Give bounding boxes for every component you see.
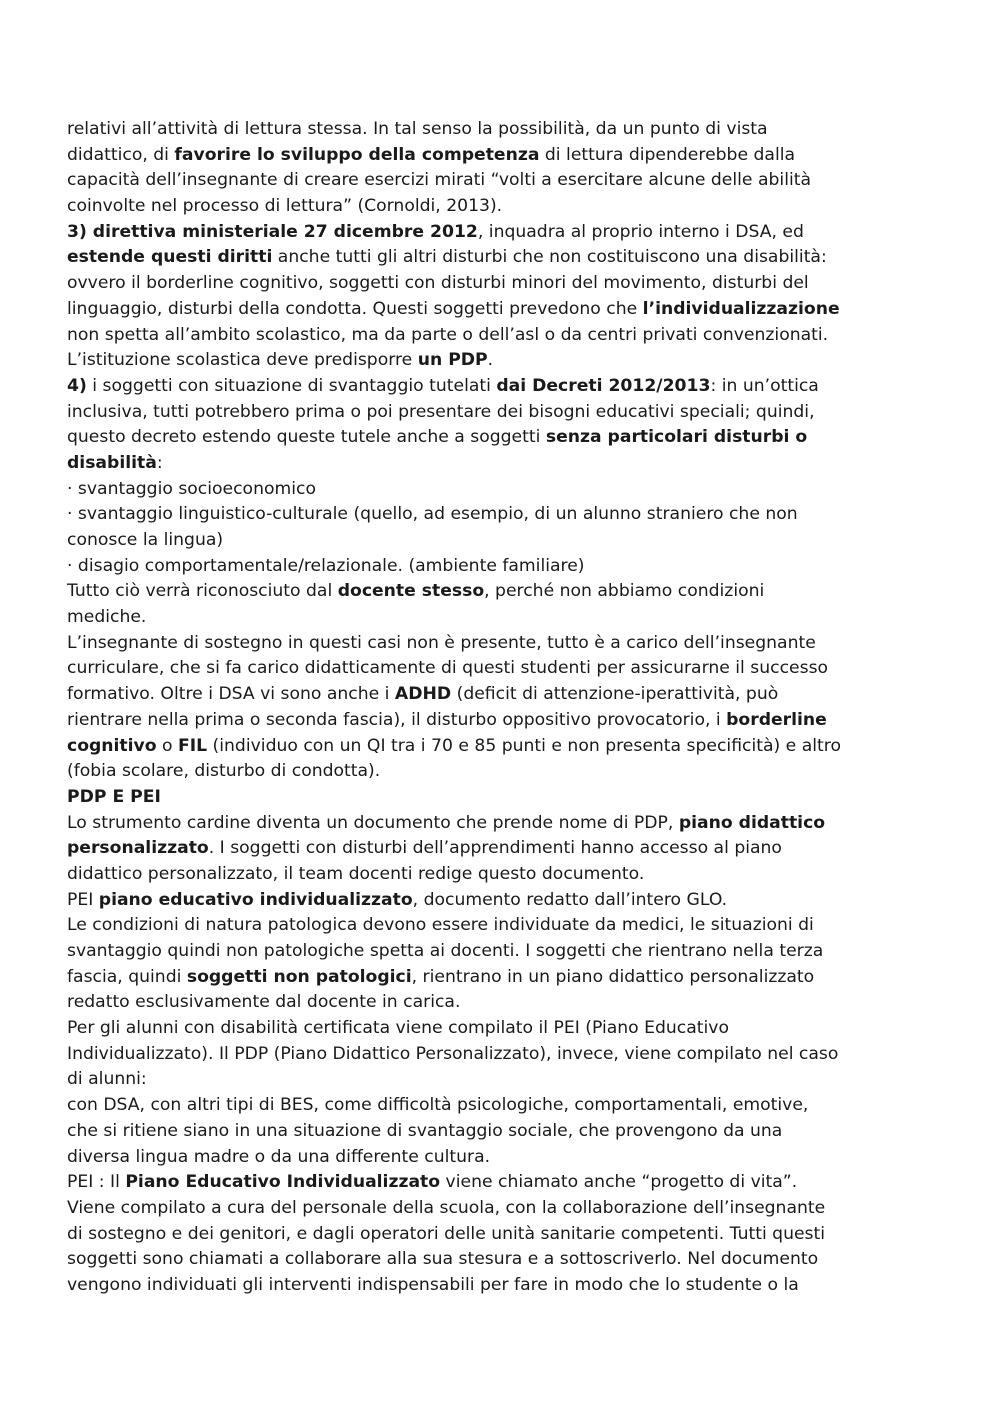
text-segment: o <box>156 735 178 756</box>
text-line <box>67 528 947 554</box>
text-line <box>67 1067 947 1093</box>
bold-text: ADHD <box>394 684 452 705</box>
text-segment: questo decreto estendo queste tutele anche a soggetti <box>67 427 546 448</box>
text-segment: anche tutti gli altri disturbi che non costituiscono una disabilità: <box>272 247 827 268</box>
text-line <box>67 451 947 477</box>
text-line <box>67 245 947 271</box>
text-segment: con DSA, con altri tipi di BES, come difficoltà psicologiche, comportamentali, emotive, <box>67 1095 809 1116</box>
bold-text: favorire lo sviluppo della competenza <box>174 144 540 165</box>
text-line <box>67 1119 947 1145</box>
text-segment: di sostegno e dei genitori, e dagli operatori delle unità sanitarie competenti. Tutti questi <box>67 1223 826 1244</box>
text-segment: di alunni: <box>67 1069 147 1090</box>
text-line <box>67 888 947 914</box>
bold-text: l’individualizzazione <box>642 298 840 319</box>
bold-text: piano educativo individualizzato <box>98 889 413 910</box>
text-segment: redatto esclusivamente dal docente in carica. <box>67 992 461 1013</box>
text-segment: vengono individuati gli interventi indispensabili per fare in modo che lo studente o la <box>67 1274 799 1295</box>
text-segment: · svantaggio socioeconomico <box>67 478 316 499</box>
text-line <box>67 271 947 297</box>
text-segment: , documento redatto dall’intero GLO. <box>412 889 728 910</box>
bold-text: soggetti non patologici <box>186 966 412 987</box>
text-line <box>67 631 947 657</box>
text-line <box>67 348 947 374</box>
text-line <box>67 965 947 991</box>
text-segment: L’insegnante di sostegno in questi casi non è presente, tutto è a carico dell’insegnante <box>67 632 816 653</box>
text-line <box>67 759 947 785</box>
text-segment: soggetti sono chiamati a collaborare alla sua stesura e a sottoscriverlo. Nel documento <box>67 1249 819 1270</box>
bold-text: PDP E PEI <box>67 786 161 807</box>
text-segment: mediche. <box>67 607 147 628</box>
text-line <box>67 554 947 580</box>
text-segment: didattico, di <box>67 144 175 165</box>
text-line <box>67 708 947 734</box>
text-segment: · disagio comportamentale/relazionale. (ambiente familiare) <box>67 555 585 576</box>
text-segment: : <box>156 452 163 473</box>
text-segment: L’istituzione scolastica deve predisporre <box>67 350 418 371</box>
text-segment: , rientrano in un piano didattico personalizzato <box>411 966 815 987</box>
text-line <box>67 579 947 605</box>
text-line <box>67 1170 947 1196</box>
text-line <box>67 143 947 169</box>
text-segment: , inquadra al proprio interno i DSA, ed <box>477 221 804 242</box>
text-segment: Lo strumento cardine diventa un documento che prende nome di PDP, <box>67 812 679 833</box>
text-line <box>67 939 947 965</box>
bold-text: 4) <box>67 375 87 396</box>
text-segment: Le condizioni di natura patologica devono essere individuate da medici, le situazioni di <box>67 915 814 936</box>
text-line <box>67 682 947 708</box>
text-segment: didattico personalizzato, il team docenti redige questo documento. <box>67 863 645 884</box>
text-segment: capacità dell’insegnante di creare esercizi mirati “volti a esercitare alcune delle abilità <box>67 170 812 191</box>
text-segment: conosce la lingua) <box>67 530 224 550</box>
text-line <box>67 168 947 194</box>
text-line <box>67 605 947 631</box>
text-line <box>67 734 947 760</box>
text-line <box>67 1196 947 1222</box>
text-segment: viene chiamato anche “progetto di vita”. <box>440 1172 798 1193</box>
text-segment: i soggetti con situazione di svantaggio tutelati <box>86 375 497 396</box>
document-page <box>67 117 947 1299</box>
text-line <box>67 1273 947 1299</box>
text-line <box>67 990 947 1016</box>
text-segment: ovvero il borderline cognitivo, soggetti con disturbi minori del movimento, disturbi del <box>67 273 809 294</box>
text-segment: rientrare nella prima o seconda fascia), il disturbo oppositivo provocatorio, i <box>67 709 727 730</box>
text-line <box>67 323 947 349</box>
bold-text: disabilità <box>67 452 157 473</box>
text-line <box>67 1093 947 1119</box>
text-line <box>67 502 947 528</box>
text-line <box>67 862 947 888</box>
bold-text: borderline <box>726 709 827 730</box>
text-segment: coinvolte nel processo di lettura” (Cornoldi, 2013). <box>67 196 503 217</box>
text-segment: , perché non abbiamo condizioni <box>484 581 765 602</box>
text-segment: linguaggio, disturbi della condotta. Questi soggetti prevedono che <box>67 298 643 319</box>
text-line <box>67 425 947 451</box>
text-segment: (deficit di attenzione-iperattività, può <box>451 684 779 705</box>
text-segment: Viene compilato a cura del personale della scuola, con la collaborazione dell’insegnante <box>67 1197 826 1218</box>
text-line <box>67 656 947 682</box>
bold-text: dai Decreti 2012/2013 <box>496 375 711 396</box>
text-segment: svantaggio quindi non patologiche spetta ai docenti. I soggetti che rientrano nella terza <box>67 941 824 961</box>
text-segment: PEI : Il <box>67 1172 126 1193</box>
bold-text: 3) direttiva ministeriale 27 dicembre 2012 <box>67 221 478 242</box>
text-segment: PEI <box>67 889 99 910</box>
text-line <box>67 1247 947 1273</box>
text-segment: curriculare, che si fa carico didatticamente di questi studenti per assicurarne il successo <box>67 658 829 679</box>
text-segment: Per gli alunni con disabilità certificata viene compilato il PEI (Piano Educativo <box>67 1018 729 1039</box>
text-line <box>67 1016 947 1042</box>
text-line <box>67 836 947 862</box>
text-segment: (fobia scolare, disturbo di condotta). <box>67 761 381 782</box>
text-line <box>67 220 947 246</box>
text-segment: inclusiva, tutti potrebbero prima o poi presentare dei bisogni educativi speciali; quindi, <box>67 401 815 422</box>
bold-text: Piano Educativo Individualizzato <box>125 1172 441 1193</box>
text-segment: : in un’ottica <box>710 375 819 396</box>
text-line <box>67 194 947 220</box>
bold-text: cognitivo <box>67 735 157 756</box>
text-segment: formativo. Oltre i DSA vi sono anche i <box>67 684 395 705</box>
text-segment: non spetta all’ambito scolastico, ma da parte o dell’asl o da centri privati convenzionati. <box>67 324 829 345</box>
text-line <box>67 913 947 939</box>
text-segment: fascia, quindi <box>67 966 187 987</box>
text-segment: diversa lingua madre o da una differente cultura. <box>67 1146 491 1167</box>
text-segment: . I soggetti con disturbi dell’apprendimenti hanno accesso al piano <box>208 838 782 859</box>
text-line <box>67 400 947 426</box>
bold-text: senza particolari disturbi o <box>545 427 808 448</box>
bold-text: docente stesso <box>337 581 485 602</box>
bold-text: personalizzato <box>67 838 209 859</box>
bold-text: un PDP <box>417 350 488 371</box>
text-segment: · svantaggio linguistico-culturale (quello, ad esempio, di un alunno straniero che non <box>67 504 798 525</box>
text-segment: di lettura dipenderebbe dalla <box>539 144 796 165</box>
text-segment: relativi all’attività di lettura stessa. In tal senso la possibilità, da un punto di vista <box>67 119 768 139</box>
bold-text: FIL <box>178 735 208 756</box>
text-segment: Tutto ciò verrà riconosciuto dal <box>67 581 338 602</box>
text-segment: . <box>487 350 494 371</box>
text-segment: Individualizzato). Il PDP (Piano Didattico Personalizzato), invece, viene compilato nel caso <box>67 1043 839 1064</box>
text-segment: che si ritiene siano in una situazione di svantaggio sociale, che provengono da una <box>67 1120 783 1141</box>
text-line <box>67 1222 947 1248</box>
text-line <box>67 811 947 837</box>
text-line <box>67 297 947 323</box>
text-line <box>67 117 947 143</box>
text-line <box>67 1145 947 1171</box>
bold-text: estende questi diritti <box>67 247 273 268</box>
text-line <box>67 374 947 400</box>
text-line <box>67 785 947 811</box>
text-segment: (individuo con un QI tra i 70 e 85 punti e non presenta specificità) e altro <box>207 735 841 756</box>
text-line <box>67 477 947 503</box>
bold-text: piano didattico <box>678 812 826 833</box>
text-line <box>67 1042 947 1068</box>
